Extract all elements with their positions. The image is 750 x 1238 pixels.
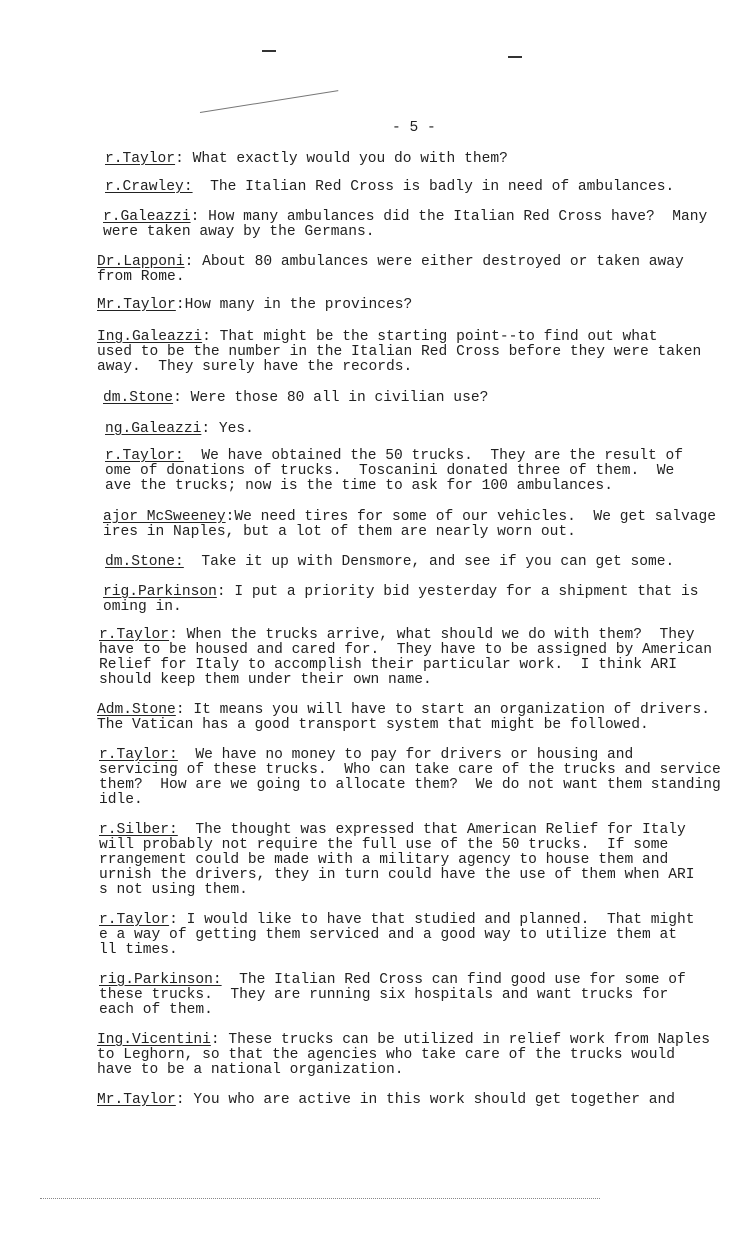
line-text: The Italian Red Cross is badly in need of ambulances. [192, 179, 675, 195]
text-line [99, 628, 712, 643]
line-text: will probably not require the full use of the 50 trucks. If some [99, 837, 669, 853]
speaker-name: r.Taylor [99, 912, 170, 928]
line-text: oming in. [103, 599, 182, 615]
speaker-name: r.Taylor: [99, 747, 178, 763]
line-text: The Italian Red Cross can find good use for some of [221, 972, 686, 988]
speaker-paragraph [105, 180, 674, 195]
line-text: Relief for Italy to accomplish their particular work. I think ARI [99, 657, 678, 673]
text-line [105, 422, 254, 437]
speaker-name: Ing.Galeazzi [97, 329, 203, 345]
text-line [97, 330, 701, 345]
line-text: ires in Naples, but a lot of them are nearly worn out. [103, 524, 576, 540]
speaker-paragraph [97, 298, 412, 313]
text-line [99, 793, 721, 808]
line-text: ome of donations of trucks. Toscanini donated three of them. We [105, 463, 675, 479]
speaker-name: r.Taylor [105, 151, 176, 167]
text-line [103, 210, 707, 225]
speaker-paragraph [103, 210, 707, 240]
line-text: : It means you will have to start an organization of drivers. [175, 702, 711, 718]
speaker-name: ng.Galeazzi [105, 421, 202, 437]
line-text: The thought was expressed that American Relief for Italy [177, 822, 686, 838]
line-text: We have obtained the 50 trucks. They are the result of [183, 448, 684, 464]
text-line [97, 1033, 710, 1048]
scan-noise [40, 1198, 600, 1199]
text-line [99, 763, 721, 778]
line-text: : These trucks can be utilized in relief work from Naples [210, 1032, 711, 1048]
speaker-paragraph [99, 823, 695, 898]
speaker-paragraph [103, 510, 716, 540]
line-text: them? How are we going to allocate them? We do not want them standing [99, 777, 721, 793]
text-line [97, 298, 412, 313]
text-line [99, 853, 695, 868]
text-line [99, 883, 695, 898]
text-line [97, 703, 710, 718]
text-line [105, 555, 674, 570]
speaker-paragraph [99, 748, 721, 808]
line-text: have to be housed and cared for. They have to be assigned by American [99, 642, 713, 658]
text-line [99, 823, 695, 838]
text-line [97, 270, 684, 285]
line-text: We have no money to pay for drivers or housing and [177, 747, 634, 763]
line-text: Take it up with Densmore, and see if you can get some. [183, 554, 675, 570]
speaker-paragraph [103, 391, 488, 406]
text-line [99, 778, 721, 793]
line-text: The Vatican has a good transport system that might be followed. [97, 717, 649, 733]
text-line [99, 838, 695, 853]
line-text: :How many in the provinces? [175, 297, 413, 313]
speaker-name: Mr.Taylor [97, 297, 176, 313]
text-line [103, 391, 488, 406]
speaker-name: ajor McSweeney [103, 509, 226, 525]
speaker-name: r.Taylor: [105, 448, 184, 464]
line-text: :We need tires for some of our vehicles. We get salvage [225, 509, 717, 525]
line-text: : I put a priority bid yesterday for a shipment that is [216, 584, 699, 600]
line-text: have to be a national organization. [97, 1062, 404, 1078]
line-text: idle. [99, 792, 143, 808]
speaker-paragraph [105, 449, 683, 494]
text-line [99, 943, 695, 958]
speaker-paragraph [105, 152, 508, 167]
text-line [105, 180, 674, 195]
text-line [103, 585, 699, 600]
line-text: s not using them. [99, 882, 248, 898]
line-text: these trucks. They are running six hospitals and want trucks for [99, 987, 669, 1003]
speaker-name: r.Taylor [99, 627, 170, 643]
line-text: rrangement could be made with a military agency to house them and [99, 852, 669, 868]
speaker-name: Mr.Taylor [97, 1092, 176, 1108]
text-line [105, 449, 683, 464]
line-text: : Were those 80 all in civilian use? [173, 390, 489, 406]
speaker-name: r.Galeazzi [103, 209, 191, 225]
speaker-name: Adm.Stone [97, 702, 176, 718]
speaker-paragraph [103, 585, 699, 615]
text-line [99, 643, 712, 658]
line-text: : When the trucks arrive, what should we do with them? They [169, 627, 695, 643]
pen-stroke [200, 90, 338, 113]
speaker-name: dm.Stone [103, 390, 174, 406]
speaker-name: r.Crawley: [105, 179, 193, 195]
text-line [97, 1093, 675, 1108]
line-text: from Rome. [97, 269, 185, 285]
text-line [99, 748, 721, 763]
text-line [97, 1063, 710, 1078]
text-line [99, 988, 686, 1003]
page-number: - 5 - [392, 120, 436, 136]
text-line [103, 525, 716, 540]
line-text: were taken away by the Germans. [103, 224, 375, 240]
text-line [97, 1048, 710, 1063]
text-line [99, 658, 712, 673]
scan-mark [508, 56, 522, 58]
line-text: : Yes. [201, 421, 254, 437]
speaker-name: rig.Parkinson [103, 584, 217, 600]
text-line [99, 913, 695, 928]
speaker-paragraph [97, 330, 701, 375]
speaker-name: Ing.Vicentini [97, 1032, 211, 1048]
scan-mark [262, 50, 276, 52]
speaker-name: rig.Parkinson: [99, 972, 222, 988]
text-line [99, 868, 695, 883]
line-text: should keep them under their own name. [99, 672, 432, 688]
text-line [103, 600, 699, 615]
speaker-paragraph [105, 422, 254, 437]
speaker-paragraph [99, 973, 686, 1018]
speaker-paragraph [99, 913, 695, 958]
line-text: : What exactly would you do with them? [175, 151, 508, 167]
line-text: : About 80 ambulances were either destroyed or taken away [184, 254, 684, 270]
line-text: e a way of getting them serviced and a good way to utilize them at [99, 927, 678, 943]
text-line [97, 255, 684, 270]
line-text: to Leghorn, so that the agencies who take care of the trucks would [97, 1047, 676, 1063]
line-text: ave the trucks; now is the time to ask for 100 ambulances. [105, 478, 613, 494]
line-text: away. They surely have the records. [97, 359, 413, 375]
speaker-name: dm.Stone: [105, 554, 184, 570]
text-line [99, 673, 712, 688]
text-line [99, 1003, 686, 1018]
speaker-name: Dr.Lapponi [97, 254, 185, 270]
line-text: : That might be the starting point--to find out what [202, 329, 658, 345]
line-text: urnish the drivers, they in turn could have the use of them when ARI [99, 867, 695, 883]
text-line [103, 510, 716, 525]
text-line [105, 464, 683, 479]
speaker-paragraph [97, 1033, 710, 1078]
speaker-paragraph [99, 628, 712, 688]
text-line [105, 152, 508, 167]
line-text: servicing of these trucks. Who can take care of the trucks and service [99, 762, 721, 778]
text-line [97, 360, 701, 375]
text-line [103, 225, 707, 240]
line-text: : You who are active in this work should get together and [175, 1092, 676, 1108]
text-line [105, 479, 683, 494]
text-line [97, 718, 710, 733]
line-text: : How many ambulances did the Italian Red Cross have? Many [190, 209, 708, 225]
line-text: used to be the number in the Italian Red Cross before they were taken [97, 344, 702, 360]
line-text: : I would like to have that studied and planned. That might [169, 912, 695, 928]
speaker-name: r.Silber: [99, 822, 178, 838]
line-text: ll times. [99, 942, 178, 958]
text-line [97, 345, 701, 360]
speaker-paragraph [105, 555, 674, 570]
speaker-paragraph [97, 255, 684, 285]
speaker-paragraph [97, 1093, 675, 1108]
text-line [99, 928, 695, 943]
text-line [99, 973, 686, 988]
speaker-paragraph [97, 703, 710, 733]
line-text: each of them. [99, 1002, 213, 1018]
